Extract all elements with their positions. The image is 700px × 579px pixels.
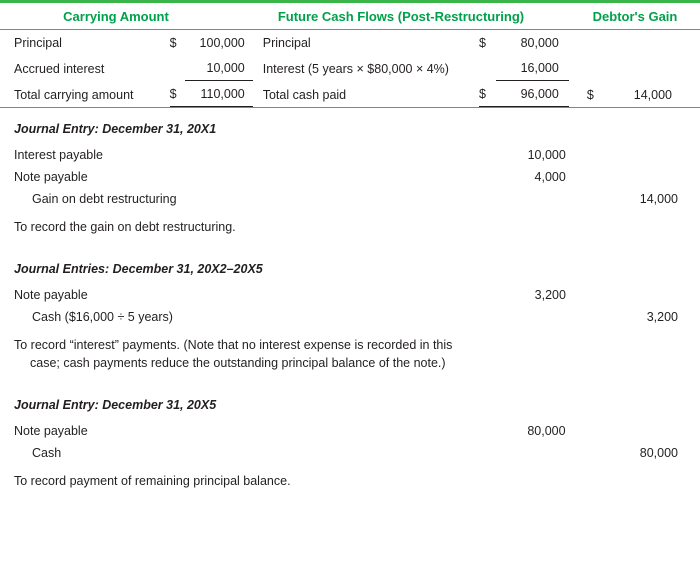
row-label-carrying: Accrued interest <box>14 61 105 76</box>
row-label-cashflow: Interest (5 years × $80,000 × 4%) <box>262 61 449 76</box>
row-amount-gain <box>605 55 700 81</box>
row-label-carrying: Principal <box>14 36 62 50</box>
entry-account: Gain on debt restructuring <box>32 192 177 206</box>
row-amount-carrying: 110,000 <box>185 81 253 107</box>
summary-table <box>0 30 700 107</box>
row-currency-cashflow <box>479 55 496 81</box>
entry-account: Note payable <box>14 288 88 303</box>
entry-credit: 14,000 <box>639 192 678 206</box>
row-amount-carrying: 10,000 <box>185 55 253 81</box>
journal-entry-narration-1: To record the gain on debt restructuring. <box>14 220 236 234</box>
journal-entry-title-1: Journal Entry: December 31, 20X1 <box>14 122 217 136</box>
journal-entry-narration-2: To record “interest” payments. (Note that no interest expense is recorded in this case; cash payments reduce the outstanding principal balance of the note.) <box>14 338 453 371</box>
row-currency-carrying <box>170 55 185 81</box>
table-row <box>0 55 700 81</box>
entry-debit: 4,000 <box>534 170 566 184</box>
column-header-row <box>0 3 700 29</box>
row-label-cashflow: Total cash paid <box>262 87 347 102</box>
entry-account: Interest payable <box>14 148 103 162</box>
row-currency-gain <box>569 30 606 55</box>
entry-debit: 3,200 <box>534 288 566 303</box>
row-label-carrying: Total carrying amount <box>14 87 134 102</box>
entry-account: Cash ($16,000 ÷ 5 years) <box>32 310 173 325</box>
row-amount-carrying: 100,000 <box>199 36 245 50</box>
table-row <box>14 442 686 464</box>
journal-entry-narration-3: To record payment of remaining principal balance. <box>14 474 291 489</box>
section-spacer <box>14 236 686 248</box>
journal-entry-table-2 <box>14 284 686 328</box>
row-amount-gain <box>605 30 700 55</box>
table-row <box>0 81 700 107</box>
entry-debit <box>454 188 566 210</box>
entry-debit <box>454 306 566 328</box>
entry-account: Cash <box>32 446 62 461</box>
table-row <box>14 284 686 306</box>
row-label-cashflow: Principal <box>262 36 311 50</box>
row-currency-cashflow: $ <box>479 36 486 50</box>
entry-credit: 80,000 <box>639 446 678 461</box>
entry-credit <box>566 166 686 188</box>
entry-credit <box>566 420 686 442</box>
journal-entry-table-1 <box>14 144 686 210</box>
entry-debit: 80,000 <box>527 424 566 439</box>
entry-credit: 3,200 <box>646 310 678 325</box>
table-row <box>14 144 686 166</box>
row-currency-carrying: $ <box>170 81 185 107</box>
row-amount-cashflow: 16,000 <box>496 55 569 81</box>
row-currency-gain <box>569 55 606 81</box>
table-row <box>14 420 686 442</box>
summary-bottom-rule <box>0 107 700 108</box>
entry-account: Note payable <box>14 424 88 439</box>
section-spacer <box>14 372 686 384</box>
column-header-future-cash-flows: Future Cash Flows (Post-Restructuring) <box>277 8 525 24</box>
column-header-carrying-amount: Carrying Amount <box>63 8 169 24</box>
entry-credit <box>566 284 686 306</box>
entry-debit <box>453 442 565 464</box>
table-row <box>0 30 700 55</box>
journal-entry-title-2: Journal Entries: December 31, 20X2–20X5 <box>14 262 263 277</box>
entry-debit: 10,000 <box>527 148 566 162</box>
table-row <box>14 166 686 188</box>
journal-entry-title-3: Journal Entry: December 31, 20X5 <box>14 398 217 413</box>
row-currency-carrying: $ <box>169 36 177 50</box>
row-amount-gain: 14,000 <box>633 87 672 102</box>
column-header-debtors-gain: Debtor's Gain <box>592 8 678 24</box>
table-row <box>14 188 686 210</box>
entry-account: Note payable <box>14 170 88 184</box>
row-amount-cashflow: 80,000 <box>520 36 559 50</box>
row-currency-cashflow: $ <box>479 81 496 107</box>
journal-entry-table-3 <box>14 420 686 464</box>
entry-credit <box>566 144 686 166</box>
table-row <box>14 306 686 328</box>
journal-entries-section <box>0 122 700 491</box>
row-currency-gain: $ <box>586 87 594 102</box>
row-amount-cashflow: 96,000 <box>496 81 569 107</box>
